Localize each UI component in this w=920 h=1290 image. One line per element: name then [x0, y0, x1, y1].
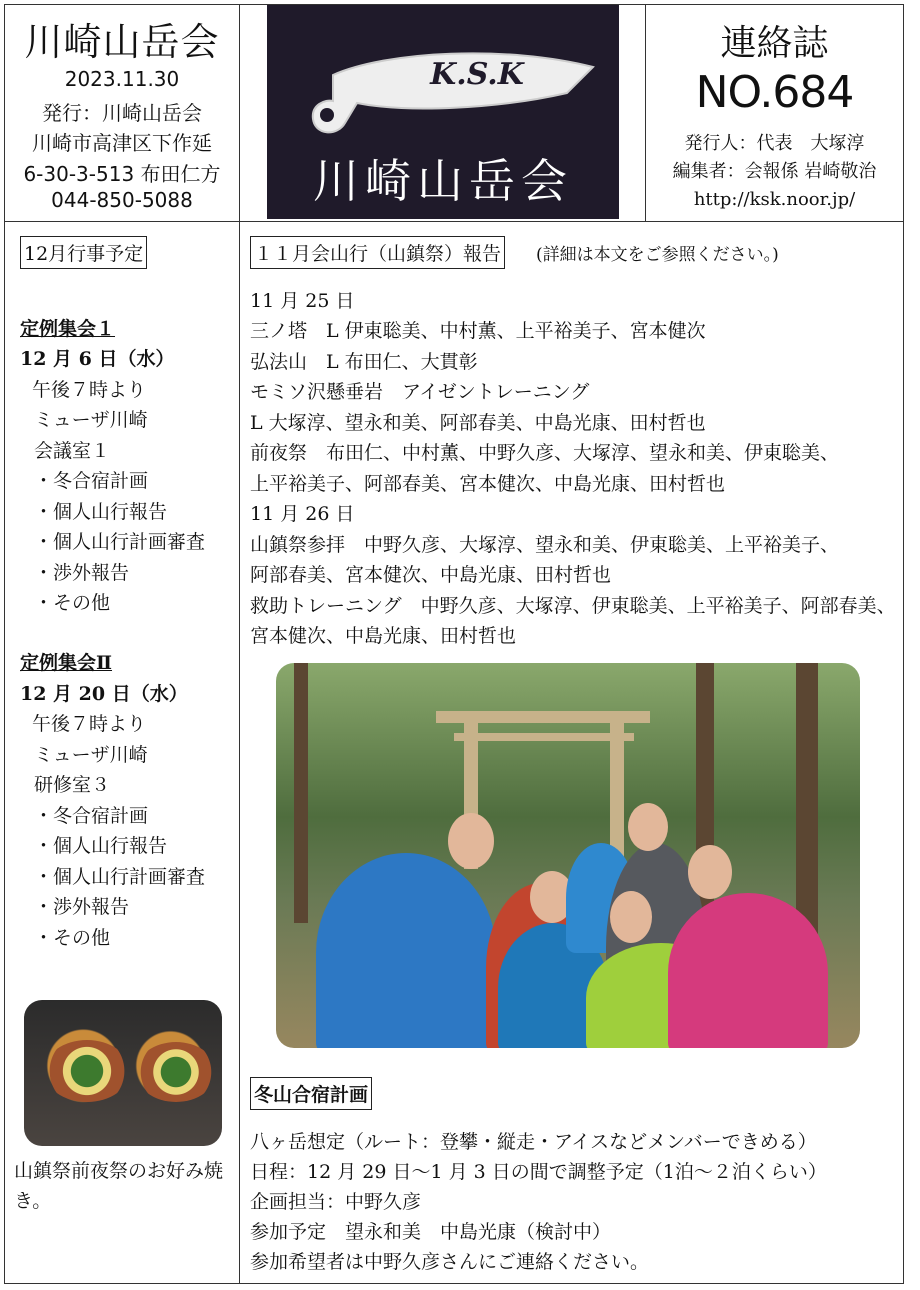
agenda-item: ・冬合宿計画	[34, 805, 149, 827]
okonomiyaki-photo	[24, 1000, 222, 1146]
person-head	[628, 803, 668, 851]
okonomiyaki-right	[136, 1042, 216, 1102]
person-head	[688, 845, 732, 899]
meeting-1-name: 定例集会１	[20, 318, 116, 340]
meeting-2-venue: ミューザ川崎	[34, 744, 148, 766]
address-line-2: 6-30-3-513 布田仁方	[23, 162, 221, 186]
agenda-item: ・冬合宿計画	[34, 470, 149, 492]
report-line: L 大塚淳、望永和美、阿部春美、中島光康、田村哲也	[250, 412, 706, 434]
winter-line: 日程：12 月 29 日〜1 月 3 日の間で調整予定（1泊〜２泊くらい）	[250, 1161, 827, 1183]
meeting-1-room: 会議室１	[34, 440, 111, 462]
header-issue	[646, 5, 903, 221]
torii-lower-beam	[454, 733, 634, 741]
report-line: 阿部春美、宮本健次、中島光康、田村哲也	[250, 564, 612, 586]
logo-club-name: 川崎山岳会	[313, 154, 573, 208]
magazine-title: 連絡誌	[720, 23, 829, 64]
schedule-title: 12月行事予定	[20, 236, 147, 269]
header-info	[5, 5, 239, 221]
report-line: 11 月 25 日	[250, 290, 355, 312]
issue-number: NO.684	[695, 67, 854, 118]
winter-title: 冬山合宿計画	[250, 1077, 372, 1110]
person	[668, 893, 828, 1048]
winter-line: 参加予定 望永和美 中島光康（検討中）	[250, 1221, 612, 1243]
report-line: 上平裕美子、阿部春美、宮本健次、中島光康、田村哲也	[250, 473, 726, 495]
tree-trunk	[294, 663, 308, 923]
winter-line: 八ヶ岳想定（ルート：登攀・縦走・アイスなどメンバーできめる）	[250, 1131, 817, 1153]
report-line: 宮本健次、中島光康、田村哲也	[250, 625, 517, 647]
meeting-2-room: 研修室３	[34, 774, 111, 796]
editor: 編集者：会報係 岩崎敬治	[672, 161, 877, 182]
agenda-item: ・その他	[34, 592, 111, 614]
report-line: 救助トレーニング 中野久彦、大塚淳、伊東聡美、上平裕美子、阿部春美、	[250, 595, 896, 617]
tree-trunk	[796, 663, 818, 943]
report-line: 11 月 26 日	[250, 503, 355, 525]
meeting-2-name: 定例集会Ⅱ	[20, 652, 113, 674]
header-divider	[5, 221, 903, 222]
phone-number: 044-850-5088	[51, 188, 193, 212]
club-name: 川崎山岳会	[24, 20, 220, 64]
okonomiyaki-left	[44, 1040, 130, 1102]
report-title: １１月会山行（山鎮祭）報告	[250, 236, 505, 269]
address-line-1: 川崎市高津区下作延	[32, 131, 212, 155]
report-note: (詳細は本文をご参照ください。)	[536, 245, 779, 265]
agenda-item: ・個人山行報告	[34, 501, 168, 523]
agenda-item: ・個人山行報告	[34, 835, 168, 857]
report-line: 弘法山 L 布田仁、大貫彰	[250, 351, 478, 373]
logo-emblem-text: K.S.K	[430, 57, 524, 92]
person-head	[610, 891, 652, 943]
meeting-2-date: 12 月 20 日（水）	[20, 683, 188, 705]
agenda-item: ・渉外報告	[34, 562, 130, 584]
meeting-1-venue: ミューザ川崎	[34, 409, 148, 431]
meeting-2-time: 午後７時より	[32, 713, 147, 735]
club-logo	[267, 5, 619, 219]
issuer: 発行人：代表 大塚淳	[684, 133, 865, 154]
winter-line: 企画担当：中野久彦	[250, 1191, 422, 1213]
winter-line: 参加希望者は中野久彦さんにご連絡ください。	[250, 1251, 650, 1273]
meeting-1-time: 午後７時より	[32, 379, 147, 401]
person-head	[448, 813, 494, 869]
agenda-item: ・個人山行計画審査	[34, 866, 206, 888]
agenda-item: ・渉外報告	[34, 896, 130, 918]
report-line: 前夜祭 布田仁、中村薫、中野久彦、大塚淳、望永和美、伊東聡美、	[250, 442, 840, 464]
photo-caption: 山鎮祭前夜祭のお好み焼き。	[14, 1160, 224, 1212]
person	[316, 853, 496, 1048]
report-line: モミソ沢懸垂岩 アイゼントレーニング	[250, 381, 590, 403]
website-link[interactable]: http://ksk.noor.jp/	[693, 189, 856, 210]
issue-date: 2023.11.30	[64, 67, 180, 91]
agenda-item: ・個人山行計画審査	[34, 531, 206, 553]
meeting-1-date: 12 月 6 日（水）	[20, 348, 175, 370]
publisher: 発行：川崎山岳会	[42, 101, 202, 125]
column-divider	[239, 5, 240, 1283]
report-line: 三ノ塔 L 伊東聡美、中村薫、上平裕美子、宮本健次	[250, 320, 706, 342]
agenda-item: ・その他	[34, 927, 111, 949]
group-photo	[276, 663, 860, 1048]
report-line: 山鎮祭参拝 中野久彦、大塚淳、望永和美、伊東聡美、上平裕美子、	[250, 534, 840, 556]
